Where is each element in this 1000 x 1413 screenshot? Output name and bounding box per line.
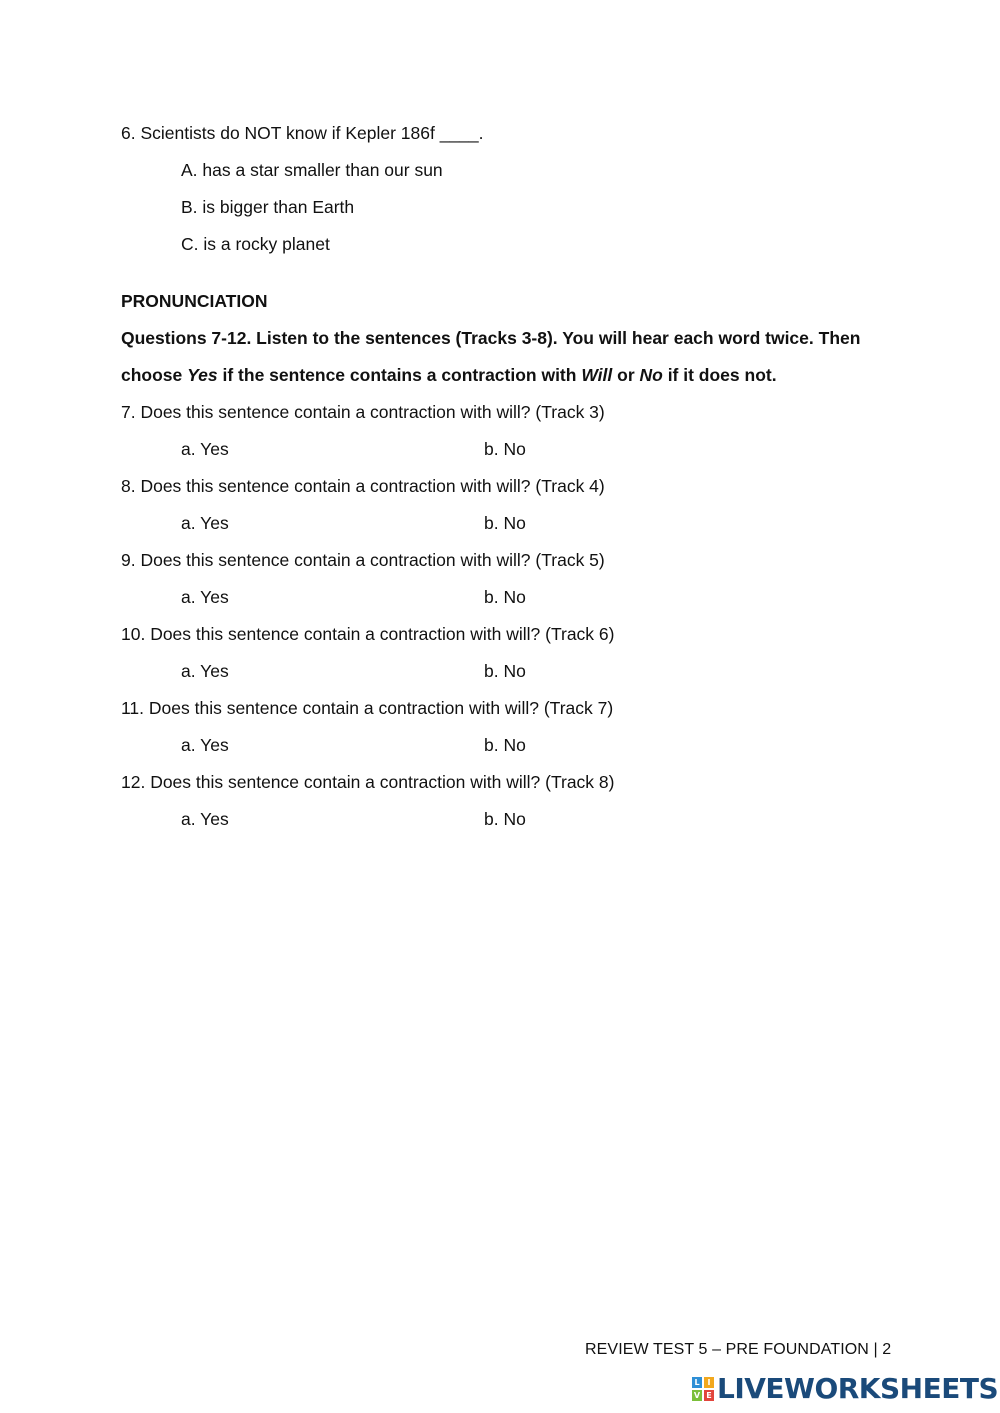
question-12-option-b[interactable]: b. No: [484, 809, 526, 829]
question-9-stem: 9. Does this sentence contain a contraction with will? (Track 5): [121, 550, 605, 570]
question-6-option-a[interactable]: A. has a star smaller than our sun: [181, 160, 443, 180]
liveworksheets-logo-icon: [692, 1377, 714, 1401]
brand-name: LIVEWORKSHEETS: [717, 1372, 999, 1405]
question-7-stem: 7. Does this sentence contain a contraction with will? (Track 3): [121, 402, 605, 422]
question-11-option-a[interactable]: a. Yes: [181, 735, 229, 755]
instruction-text: if the sentence contains a contraction with: [217, 365, 582, 385]
question-12-stem: 12. Does this sentence contain a contraction with will? (Track 8): [121, 772, 615, 792]
section-heading: PRONUNCIATION: [121, 291, 268, 311]
instruction-will-word: Will: [581, 365, 613, 385]
logo-tile: I: [704, 1377, 714, 1388]
question-8-stem: 8. Does this sentence contain a contraction with will? (Track 4): [121, 476, 605, 496]
question-10-stem: 10. Does this sentence contain a contraction with will? (Track 6): [121, 624, 615, 644]
question-10-option-b[interactable]: b. No: [484, 661, 526, 681]
instruction-yes-word: Yes: [187, 365, 218, 385]
instruction-text: or: [612, 365, 640, 385]
question-6-stem: 6. Scientists do NOT know if Kepler 186f ____.: [121, 123, 484, 143]
question-7-option-a[interactable]: a. Yes: [181, 439, 229, 459]
question-9-option-b[interactable]: b. No: [484, 587, 526, 607]
question-11-stem: 11. Does this sentence contain a contraction with will? (Track 7): [121, 698, 614, 718]
question-6-option-c[interactable]: C. is a rocky planet: [181, 234, 330, 254]
section-instruction-line-2: [121, 364, 777, 386]
question-11-option-b[interactable]: b. No: [484, 735, 526, 755]
logo-tile: V: [693, 1391, 701, 1400]
instruction-no-word: No: [639, 365, 663, 385]
question-7-option-b[interactable]: b. No: [484, 439, 526, 459]
section-instruction-line-1: Questions 7-12. Listen to the sentences (Tracks 3-8). You will hear each word twice. Then: [121, 328, 861, 348]
question-12-option-a[interactable]: a. Yes: [181, 809, 229, 829]
question-6-option-b[interactable]: B. is bigger than Earth: [181, 197, 355, 217]
logo-tile: L: [692, 1377, 702, 1388]
question-8-option-b[interactable]: b. No: [484, 513, 526, 533]
page-footer: REVIEW TEST 5 – PRE FOUNDATION | 2: [585, 1341, 892, 1358]
logo-tile: E: [704, 1390, 714, 1401]
instruction-text: if it does not.: [662, 365, 777, 385]
instruction-text: choose: [121, 365, 188, 385]
question-8-option-a[interactable]: a. Yes: [181, 513, 229, 533]
question-9-option-a[interactable]: a. Yes: [181, 587, 229, 607]
liveworksheets-brand[interactable]: [692, 1373, 998, 1405]
question-10-option-a[interactable]: a. Yes: [181, 661, 229, 681]
